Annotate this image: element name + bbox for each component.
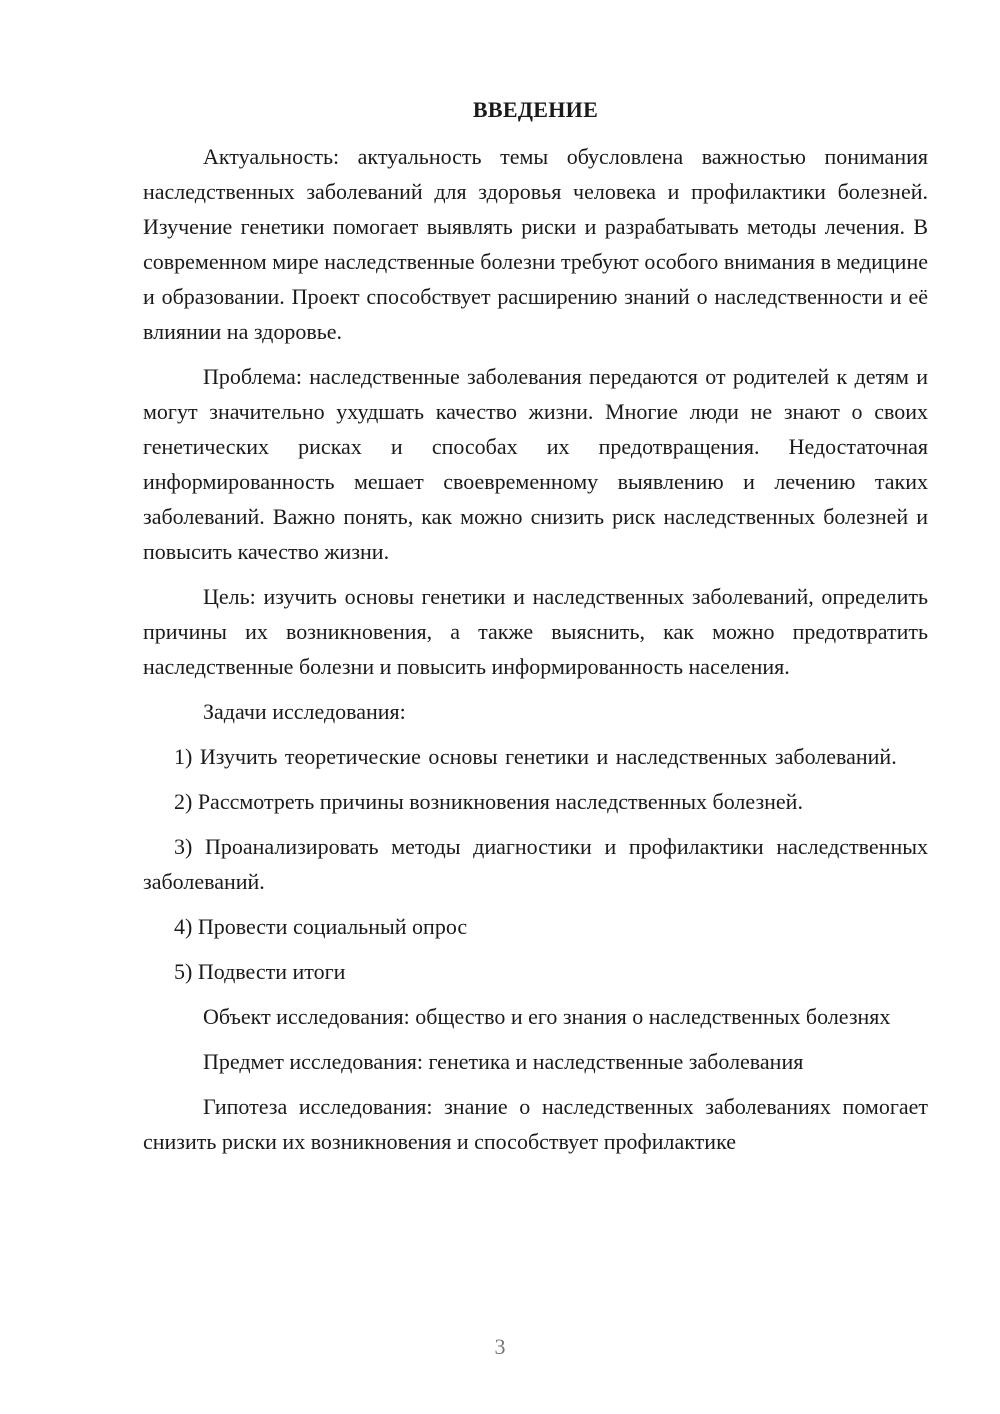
paragraph-object: Объект исследования: общество и его знания о наследственных болезнях [203, 1004, 891, 1029]
task-item-4: 4) Провести социальный опрос [174, 914, 468, 939]
tasks-heading: Задачи исследования: [203, 699, 406, 724]
page-number: 3 [494, 1334, 506, 1359]
section-title: ВВЕДЕНИЕ [472, 97, 599, 122]
paragraph-subject: Предмет исследования: генетика и наследственные заболевания [203, 1049, 804, 1074]
task-item-2: 2) Рассмотреть причины возникновения наследственных болезней. [174, 789, 803, 814]
paragraph-goal: Цель: изучить основы генетики и наследственных заболеваний, определить причины их возникновения, а также выяснить, как можно предотвратить наследственные болезни и повысить информированность населения. [143, 584, 928, 679]
paragraph-relevance: Актуальность: актуальность темы обусловлена важностью понимания наследственных заболеваний для здоровья человека и профилактики болезней. Изучение генетики помогает выявлять риски и разрабатывать методы лечения. В современном мире наследственные болезни требуют особого внимания в медицине и образовании. Проект способствует расширению знаний о наследственности и её влиянии на здоровье. [143, 144, 928, 344]
paragraph-hypothesis: Гипотеза исследования: знание о наследственных заболеваниях помогает снизить риски их возникновения и способствует профилактике [143, 1094, 928, 1154]
task-item-1: 1) Изучить теоретические основы генетики и наследственных заболеваний. [174, 744, 897, 769]
paragraph-problem: Проблема: наследственные заболевания передаются от родителей к детям и могут значительно ухудшать качество жизни. Многие люди не знают о своих генетических рисках и способах их предотвращения. Недостаточная информированность мешает своевременному выявлению и лечению таких заболеваний. Важно понять, как можно снизить риск наследственных болезней и повысить качество жизни. [143, 364, 928, 564]
task-item-5: 5) Подвести итоги [174, 959, 346, 984]
page-content [143, 95, 928, 1169]
task-item-3: 3) Проанализировать методы диагностики и профилактики наследственных заболеваний. [143, 834, 928, 894]
